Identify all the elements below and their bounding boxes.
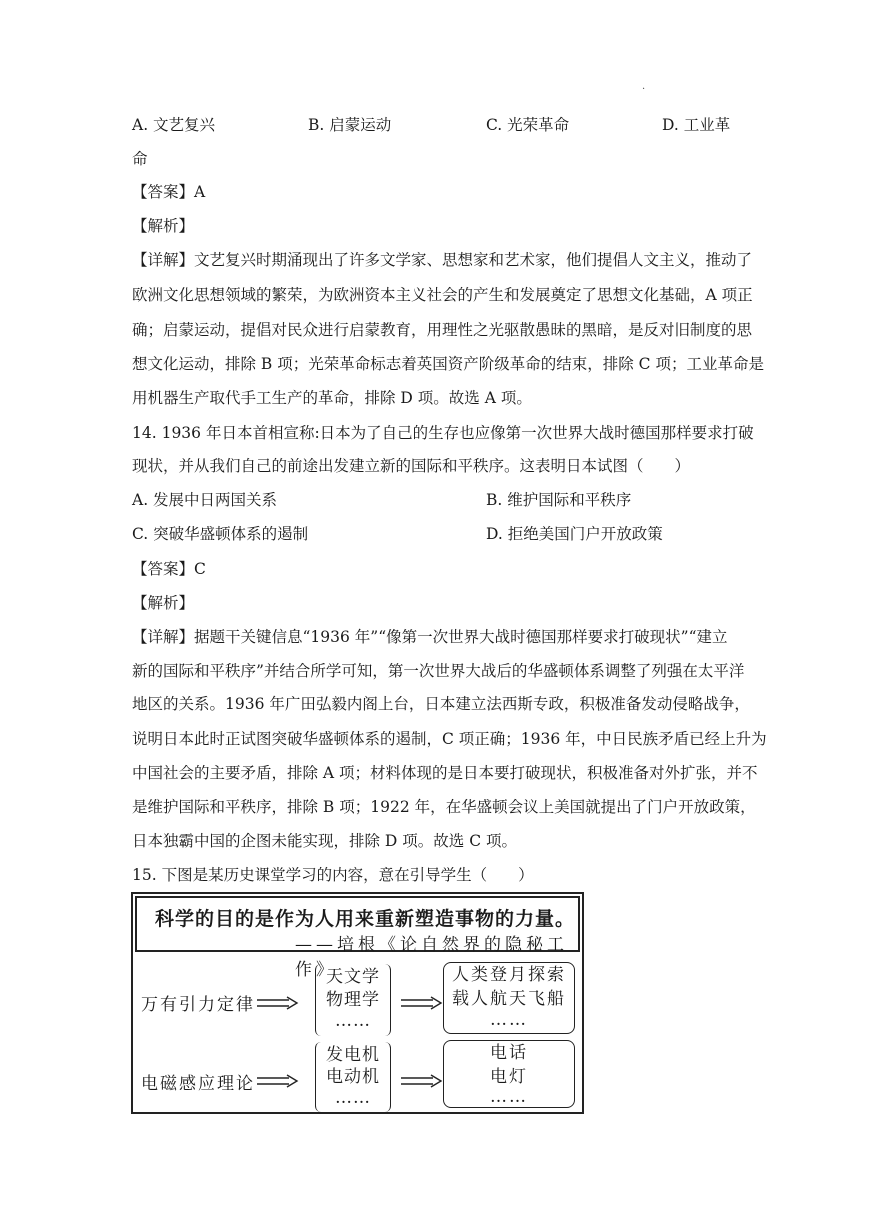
row2-inventions-item: 电动机 — [326, 1067, 380, 1087]
q15-figure — [131, 892, 584, 1114]
double-arrow-icon — [257, 1074, 299, 1088]
q13-detail-line: 确；启蒙运动，提倡对民众进行启蒙教育，用理性之光驱散愚昧的黑暗，是反对旧制度的思 — [132, 321, 753, 339]
q14-stem-line: 14. 1936 年日本首相宣称:日本为了自己的生存也应像第一次世界大战时德国那样要求打破 — [132, 424, 754, 442]
q14-detail-line: 【详解】据题干关键信息“1936 年”“像第一次世界大战时德国那样要求打破现状”“建立 — [132, 628, 728, 646]
q14-analysis-heading: 【解析】 — [132, 594, 195, 612]
row1-fields-item: …… — [335, 1011, 371, 1031]
figure-quote-source: ——培根《论自然界的隐秘工作》 — [295, 935, 568, 980]
q14-detail-line: 新的国际和平秩序”并结合所学可知，第一次世界大战后的华盛顿体系调整了列强在太平洋 — [132, 662, 745, 680]
q14-detail-line: 日本独霸中国的企图未能实现，排除 D 项。故选 C 项。 — [132, 832, 517, 850]
q13-detail-line: 想文化运动，排除 B 项；光荣革命标志着英国资产阶级革命的结束，排除 C 项；工业革命是 — [132, 355, 764, 373]
row1-fields-item: 物理学 — [326, 990, 380, 1010]
q14-answer: 【答案】C — [132, 560, 206, 578]
row2-result-item: 电话 — [490, 1043, 528, 1063]
q14-detail-line: 地区的关系。1936 年广田弘毅内阁上台，日本建立法西斯专政，积极准备发动侵略战争， — [132, 695, 750, 713]
q14-detail-line: 说明日本此时正试图突破华盛顿体系的遏制，C 项正确；1936 年，中日民族矛盾已经上升为 — [132, 730, 767, 748]
row2-results-box — [443, 1040, 575, 1108]
row2-result-item: …… — [490, 1087, 528, 1107]
row2-result-item: 电灯 — [490, 1067, 528, 1087]
q13-detail-line: 欧洲文化思想领域的繁荣，为欧洲资本主义社会的产生和发展奠定了思想文化基础，A 项正 — [132, 286, 753, 304]
row2-inventions-item: …… — [335, 1088, 371, 1108]
row1-result-item: 人类登月探索 — [452, 965, 566, 985]
q14-stem-line: 现状，并从我们自己的前途出发建立新的国际和平秩序。这表明日本试图（ ） — [132, 457, 691, 475]
q13-answer: 【答案】A — [132, 183, 206, 201]
q13-option-d: D. 工业革 — [662, 116, 731, 134]
double-arrow-icon — [401, 1074, 443, 1088]
q14-detail-line: 中国社会的主要矛盾，排除 A 项；材料体现的是日本要打破现状，积极准备对外扩张，并不 — [132, 764, 758, 782]
row2-inventions-item: 发电机 — [326, 1045, 380, 1065]
q14-option-a: A. 发展中日两国关系 — [132, 491, 278, 509]
row1-results-box — [443, 962, 575, 1034]
row1-result-item: …… — [490, 1010, 528, 1030]
double-arrow-icon — [401, 996, 443, 1010]
q14-option-d: D. 拒绝美国门户开放政策 — [486, 525, 663, 543]
q13-option-d-wrap: 命 — [132, 150, 148, 168]
row1-fields-item: 天文学 — [326, 967, 380, 987]
page-mark: · — [642, 84, 646, 95]
q13-option-a: A. 文艺复兴 — [132, 116, 216, 134]
figure-quote: 科学的目的是作为人用来重新塑造事物的力量。 — [155, 908, 576, 930]
double-arrow-icon — [257, 996, 299, 1010]
row2-theory: 电磁感应理论 — [141, 1074, 255, 1094]
q13-detail-line: 【详解】文艺复兴时期涌现出了许多文学家、思想家和艺术家，他们提倡人文主义，推动了 — [132, 251, 753, 269]
row1-result-item: 载人航天飞船 — [452, 989, 566, 1009]
q14-option-c: C. 突破华盛顿体系的遏制 — [132, 525, 309, 543]
q13-detail-line: 用机器生产取代手工生产的革命，排除 D 项。故选 A 项。 — [132, 389, 532, 407]
q13-option-b: B. 启蒙运动 — [308, 116, 392, 134]
q13-analysis-heading: 【解析】 — [132, 217, 195, 235]
row1-theory: 万有引力定律 — [141, 995, 255, 1015]
q14-option-b: B. 维护国际和平秩序 — [486, 491, 632, 509]
q14-detail-line: 是维护国际和平秩序，排除 B 项；1922 年，在华盛顿会议上美国就提出了门户开放政策， — [132, 798, 756, 816]
q15-stem: 15. 下图是某历史课堂学习的内容，意在引导学生（ ） — [132, 866, 534, 884]
q13-option-c: C. 光荣革命 — [486, 116, 570, 134]
